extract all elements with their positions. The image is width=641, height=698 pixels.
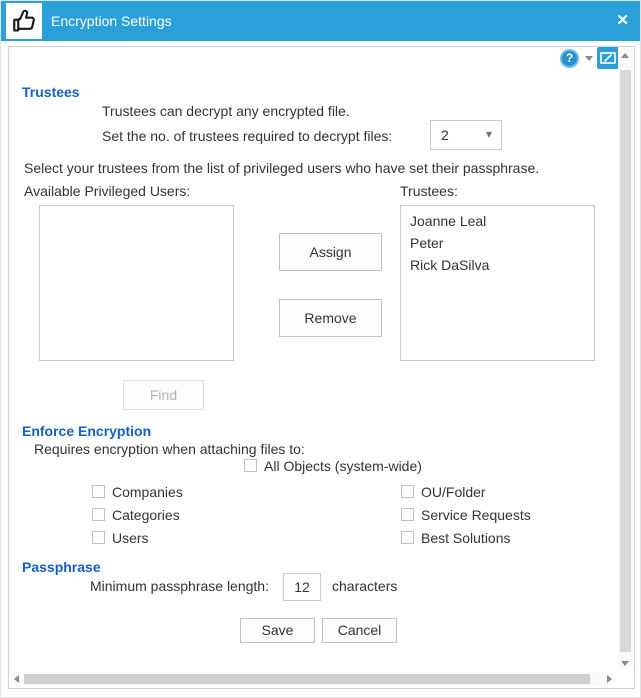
best-solutions-label: Best Solutions: [421, 530, 511, 546]
trustee-count-label: Set the no. of trustees required to decrypt files:: [102, 128, 393, 144]
best-solutions-checkbox[interactable]: [401, 531, 414, 544]
all-objects-label: All Objects (system-wide): [264, 458, 422, 474]
min-passphrase-label: Minimum passphrase length:: [90, 578, 269, 594]
vertical-scrollbar[interactable]: [618, 48, 633, 670]
characters-suffix-label: characters: [332, 578, 398, 594]
trustee-count-value: 2: [441, 127, 449, 143]
vertical-scrollbar-thumb[interactable]: [620, 70, 631, 652]
enforce-section-header: Enforce Encryption: [22, 423, 152, 439]
help-dropdown-arrow-icon[interactable]: [585, 56, 593, 61]
trustees-list-label: Trustees:: [400, 183, 458, 199]
users-label: Users: [112, 530, 149, 546]
settings-panel: [8, 46, 635, 689]
service-requests-checkbox[interactable]: [401, 508, 414, 521]
scroll-down-icon[interactable]: [621, 661, 629, 666]
ou-folder-checkbox[interactable]: [401, 485, 414, 498]
trustees-description: Trustees can decrypt any encrypted file.: [102, 103, 350, 119]
horizontal-scrollbar-thumb[interactable]: [24, 674, 590, 684]
available-users-label: Available Privileged Users:: [24, 183, 191, 199]
chevron-down-icon: ▾: [485, 127, 492, 141]
scroll-up-icon[interactable]: [621, 53, 629, 58]
select-trustees-instruction: Select your trustees from the list of privileged users who have set their passphrase.: [24, 160, 540, 176]
all-objects-checkbox[interactable]: [244, 459, 257, 472]
companies-label: Companies: [112, 484, 183, 500]
companies-checkbox[interactable]: [92, 485, 105, 498]
remove-button[interactable]: Remove: [279, 299, 382, 337]
trustee-count-dropdown[interactable]: [430, 120, 502, 150]
trustee-list-item[interactable]: Peter: [410, 235, 444, 251]
save-button[interactable]: Save: [240, 618, 315, 643]
users-checkbox[interactable]: [92, 531, 105, 544]
find-button[interactable]: Find: [123, 380, 204, 410]
share-window-glyph: [597, 47, 619, 69]
assign-button[interactable]: Assign: [279, 233, 382, 271]
window-title: Encryption Settings: [51, 13, 172, 29]
cancel-button[interactable]: Cancel: [322, 618, 397, 643]
trustees-section-header: Trustees: [22, 84, 80, 100]
app-logo: [6, 3, 42, 39]
share-window-icon[interactable]: [597, 47, 619, 69]
enforce-description: Requires encryption when attaching files to:: [34, 441, 305, 457]
trustees-listbox[interactable]: [400, 205, 595, 361]
service-requests-label: Service Requests: [421, 507, 531, 523]
passphrase-section-header: Passphrase: [22, 559, 101, 575]
close-icon[interactable]: ✕: [616, 12, 629, 29]
available-users-listbox[interactable]: [39, 205, 234, 361]
titlebar: [1, 1, 641, 41]
categories-label: Categories: [112, 507, 180, 523]
scroll-right-icon[interactable]: [607, 675, 612, 683]
trustee-list-item[interactable]: Rick DaSilva: [410, 257, 490, 273]
horizontal-scrollbar[interactable]: [10, 672, 616, 686]
trustee-list-item[interactable]: Joanne Leal: [410, 213, 487, 229]
categories-checkbox[interactable]: [92, 508, 105, 521]
min-passphrase-input[interactable]: [283, 573, 321, 601]
thumbs-up-icon: [9, 6, 39, 36]
help-icon[interactable]: ?: [560, 49, 579, 68]
scroll-left-icon[interactable]: [14, 675, 19, 683]
ou-folder-label: OU/Folder: [421, 484, 486, 500]
